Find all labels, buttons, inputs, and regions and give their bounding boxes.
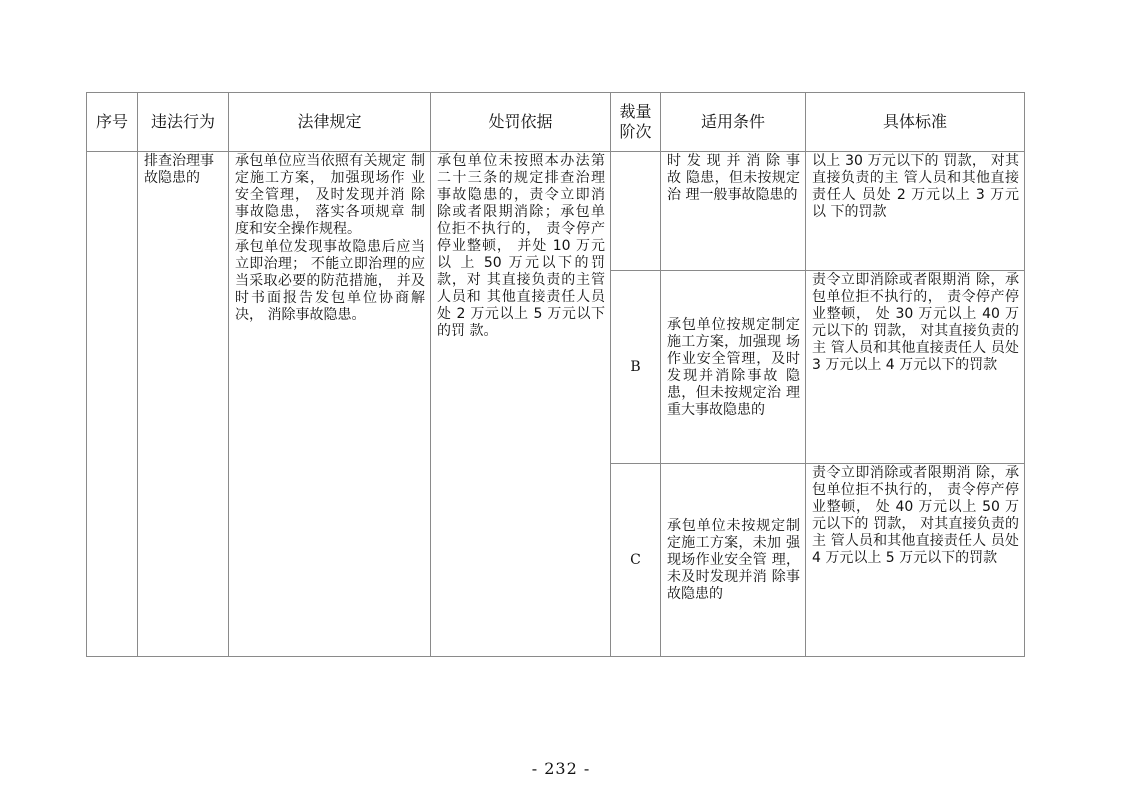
condition-a-text: 时 发 现 并 消 除 事 故 隐患，但未按规定治 理一般事故隐患的 (667, 153, 800, 203)
cell-standard-b (806, 271, 1025, 464)
table-row (87, 152, 1025, 271)
header-row (87, 93, 1025, 152)
level-c-text: C (630, 551, 641, 568)
header-level: 裁量 阶次 (611, 93, 661, 152)
law-paragraph-2: 承包单位发现事故隐患后应当立即治理； 不能立即治理的应当采取必要的防范措施， 并及时书面报告发包单位协商解决， 消除事故隐患。 (235, 239, 425, 323)
cell-condition-a (661, 152, 806, 271)
header-law: 法律规定 (229, 93, 431, 152)
condition-b-text: 承包单位按规定制定施工方案，加强现 场作业安全管理，及时发现并消除事故 隐患，但未按规定治 理重大事故隐患的 (667, 316, 800, 418)
header-penalty-basis: 处罚依据 (431, 93, 611, 152)
cell-condition-c (661, 464, 806, 657)
condition-c-text: 承包单位未按规定制定施工方案，未加 强现场作业安全管 理，未及时发现并消 除事故隐患的 (667, 518, 800, 602)
page-number: - 232 - (531, 759, 591, 778)
cell-law (229, 152, 431, 657)
header-condition: 适用条件 (661, 93, 806, 152)
header-violation: 违法行为 (138, 93, 229, 152)
cell-level-c (611, 464, 661, 657)
cell-standard-a (806, 152, 1025, 271)
cell-penalty-basis (431, 152, 611, 657)
cell-seq (87, 152, 138, 657)
seq-text (87, 152, 137, 153)
penalty-table (86, 92, 1025, 657)
header-standard: 具体标准 (806, 93, 1025, 152)
cell-standard-c (806, 464, 1025, 657)
standard-c-text: 责令立即消除或者限期消 除，承包单位拒不执行的， 责令停产停业整顿， 处 40 万元以上 50 万元以下的 罚款， 对其直接负责的主 管人员和其他直接责任人 员处 4 万元以上 5 万元以下的罚款 (812, 465, 1019, 566)
standard-a-text: 以上 30 万元以下的 罚款， 对其直接负责的主 管人员和其他直接责任人 员处 2 万元以上 3 万元以 下的罚款 (812, 153, 1019, 220)
cell-level-b (611, 271, 661, 464)
violation-text: 排查治理事故隐患的 (144, 153, 214, 186)
header-seq: 序号 (87, 93, 138, 152)
law-paragraph-1: 承包单位应当依照有关规定 制定施工方案， 加强现场作 业安全管理， 及时发现并消 除事故隐患， 落实各项规章 制度和安全操作规程。 (235, 153, 425, 237)
cell-violation (138, 152, 229, 657)
cell-level-a (611, 152, 661, 271)
penalty-basis-text: 承包单位未按照本办法第 二十三条的规定排查治理 事故隐患的，责令立即消 除或者限期消除；承包单 位拒不执行的， 责令停产 停业整顿， 并处 10 万元以 上 50 万元以下的罚款，对 其直接负责的主管人员和 其他直接责任人员处 2 万元以上 5 万元以下的罚 款。 (437, 153, 605, 339)
cell-condition-b (661, 271, 806, 464)
standard-b-text: 责令立即消除或者限期消 除，承包单位拒不执行的， 责令停产停业整顿， 处 30 万元以上 40 万元以下的 罚款， 对其直接负责的主 管人员和其他直接责任人 员处 3 万元以上 4 万元以下的罚款 (812, 272, 1019, 373)
level-b-text: B (630, 358, 641, 375)
